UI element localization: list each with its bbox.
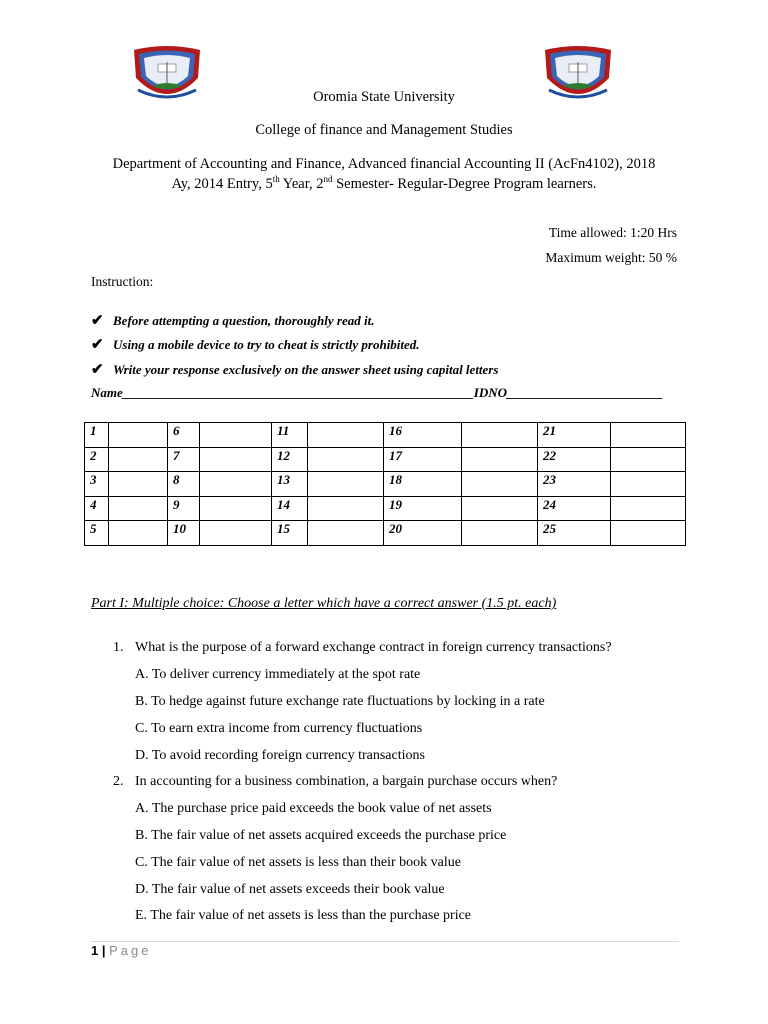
maximum-weight: Maximum weight: 50 %	[545, 250, 677, 265]
page-separator: |	[101, 943, 106, 958]
answer-cell[interactable]	[109, 472, 168, 497]
question-number-cell: 17	[384, 447, 462, 472]
name-id-line	[91, 385, 681, 401]
answer-cell[interactable]	[462, 423, 538, 448]
question-number-cell: 16	[384, 423, 462, 448]
question-number-cell: 25	[538, 521, 611, 546]
question-number-cell: 21	[538, 423, 611, 448]
question-number: 2.	[113, 774, 124, 789]
checkmark-icon: ✔	[91, 362, 104, 378]
question-number-cell: 18	[384, 472, 462, 497]
time-allowed: Time allowed: 1:20 Hrs	[548, 225, 677, 240]
table-row	[85, 447, 686, 472]
answer-cell[interactable]	[611, 496, 686, 521]
answer-option: A. To deliver currency immediately at the spot rate	[135, 667, 421, 682]
question-number-cell: 9	[168, 496, 200, 521]
answer-option: B. To hedge against future exchange rate fluctuations by locking in a rate	[135, 694, 545, 709]
question-number-cell: 8	[168, 472, 200, 497]
answer-option: D. To avoid recording foreign currency transactions	[135, 748, 425, 763]
question-number-cell: 20	[384, 521, 462, 546]
footer-divider	[91, 941, 679, 942]
answer-cell[interactable]	[462, 447, 538, 472]
question-text: In accounting for a business combination, a bargain purchase occurs when?	[135, 774, 558, 789]
question-2	[113, 774, 557, 790]
idno-blank[interactable]: ________________________	[507, 385, 664, 400]
university-name: Oromia State University	[313, 89, 455, 105]
question-number-cell: 2	[85, 447, 109, 472]
answer-cell[interactable]	[109, 423, 168, 448]
name-label: Name	[91, 385, 123, 400]
question-number-cell: 11	[272, 423, 308, 448]
answer-cell[interactable]	[200, 472, 272, 497]
answer-cell[interactable]	[200, 423, 272, 448]
answer-cell[interactable]	[611, 447, 686, 472]
question-text: What is the purpose of a forward exchange contract in foreign currency transactions?	[135, 640, 612, 655]
answer-cell[interactable]	[308, 472, 384, 497]
question-1	[113, 640, 612, 656]
answer-cell[interactable]	[109, 496, 168, 521]
page-footer	[91, 943, 152, 958]
question-number: 1.	[113, 640, 124, 655]
answer-cell[interactable]	[462, 521, 538, 546]
answer-cell[interactable]	[109, 521, 168, 546]
table-row	[85, 423, 686, 448]
answer-cell[interactable]	[308, 521, 384, 546]
answer-cell[interactable]	[611, 472, 686, 497]
answer-cell[interactable]	[200, 496, 272, 521]
answer-cell[interactable]	[200, 447, 272, 472]
page-number: 1	[91, 943, 99, 958]
answer-cell[interactable]	[308, 496, 384, 521]
question-number-cell: 23	[538, 472, 611, 497]
part-one-title: Part I: Multiple choice: Choose a letter which have a correct answer (1.5 pt. each)	[91, 596, 557, 611]
entry-line: Ay, 2014 Entry, 5th Year, 2nd Semester- Regular-Degree Program learners.	[171, 174, 597, 192]
table-row	[85, 521, 686, 546]
answer-option: A. The purchase price paid exceeds the book value of net assets	[135, 801, 492, 816]
question-number-cell: 1	[85, 423, 109, 448]
question-number-cell: 3	[85, 472, 109, 497]
instruction-label: Instruction:	[91, 274, 154, 289]
question-number-cell: 6	[168, 423, 200, 448]
table-row	[85, 496, 686, 521]
question-number-cell: 7	[168, 447, 200, 472]
question-number-cell: 12	[272, 447, 308, 472]
name-blank[interactable]: ______________________________________________________	[122, 385, 474, 400]
answer-option: E. The fair value of net assets is less than the purchase price	[135, 908, 472, 923]
question-number-cell: 14	[272, 496, 308, 521]
answer-cell[interactable]	[200, 521, 272, 546]
question-number-cell: 15	[272, 521, 308, 546]
answer-cell[interactable]	[462, 472, 538, 497]
answer-option: C. To earn extra income from currency fluctuations	[135, 721, 423, 736]
answer-cell[interactable]	[462, 496, 538, 521]
question-number-cell: 10	[168, 521, 200, 546]
page-word: Page	[109, 943, 152, 958]
instruction-item: ✔ Before attempting a question, thoroughly read it.	[91, 312, 375, 329]
department-line: Department of Accounting and Finance, Advanced financial Accounting II (AcFn4102), 2018	[112, 156, 656, 172]
answer-cell[interactable]	[611, 423, 686, 448]
question-number-cell: 5	[85, 521, 109, 546]
answer-cell[interactable]	[308, 447, 384, 472]
instruction-item: ✔ Using a mobile device to try to cheat is strictly prohibited.	[91, 336, 420, 353]
answer-cell[interactable]	[611, 521, 686, 546]
answer-option: B. The fair value of net assets acquired exceeds the purchase price	[135, 828, 507, 843]
table-row	[85, 472, 686, 497]
answer-sheet-table	[84, 422, 686, 546]
answer-cell[interactable]	[109, 447, 168, 472]
checkmark-icon: ✔	[91, 337, 104, 353]
question-number-cell: 4	[85, 496, 109, 521]
answer-option: C. The fair value of net assets is less than their book value	[135, 855, 461, 870]
question-number-cell: 13	[272, 472, 308, 497]
answer-cell[interactable]	[308, 423, 384, 448]
checkmark-icon: ✔	[91, 313, 104, 329]
question-number-cell: 24	[538, 496, 611, 521]
answer-option: D. The fair value of net assets exceeds their book value	[135, 882, 445, 897]
question-number-cell: 22	[538, 447, 611, 472]
question-number-cell: 19	[384, 496, 462, 521]
college-name: College of finance and Management Studies	[255, 122, 513, 138]
instruction-item: ✔ Write your response exclusively on the answer sheet using capital letters	[91, 361, 499, 378]
idno-label: IDNO	[473, 385, 508, 400]
